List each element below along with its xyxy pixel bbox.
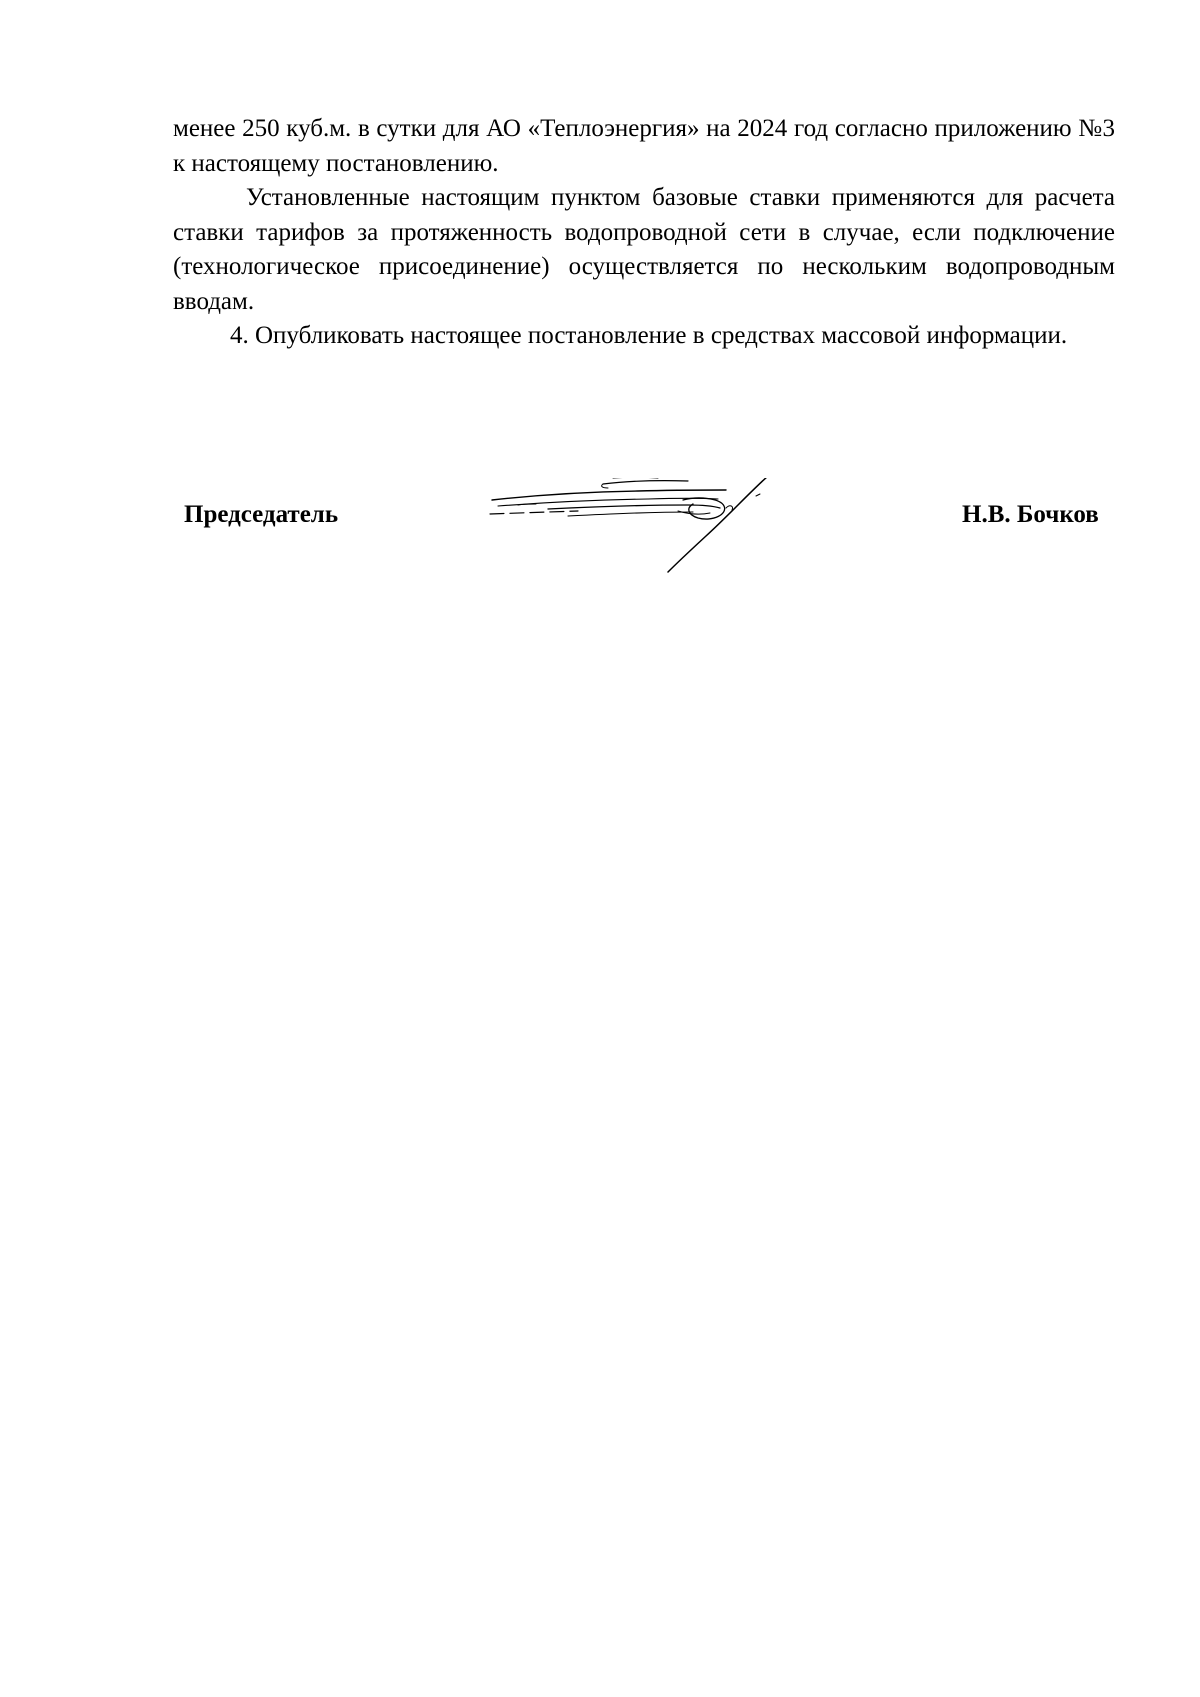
paragraph-base-rates: Установленные настоящим пунктом базовые ставки применяются для расчета ставки тарифов за протяженность водопроводной сети в случае, если подключение (технологическое присоединение) осуществляется по нескольким водопроводным вводам.	[173, 184, 1115, 315]
handwritten-signature	[488, 478, 788, 578]
document-body	[173, 112, 1115, 354]
paragraph-continuation: менее 250 куб.м. в сутки для АО «Теплоэнергия» на 2024 год согласно приложению №3 к настоящему постановлению.	[173, 115, 1115, 177]
paragraph-item-4-publish: 4. Опубликовать настоящее постановление в средствах массовой информации.	[230, 322, 1068, 349]
signatory-title: Председатель	[184, 501, 339, 528]
signatory-name: Н.В. Бочков	[962, 501, 1099, 528]
